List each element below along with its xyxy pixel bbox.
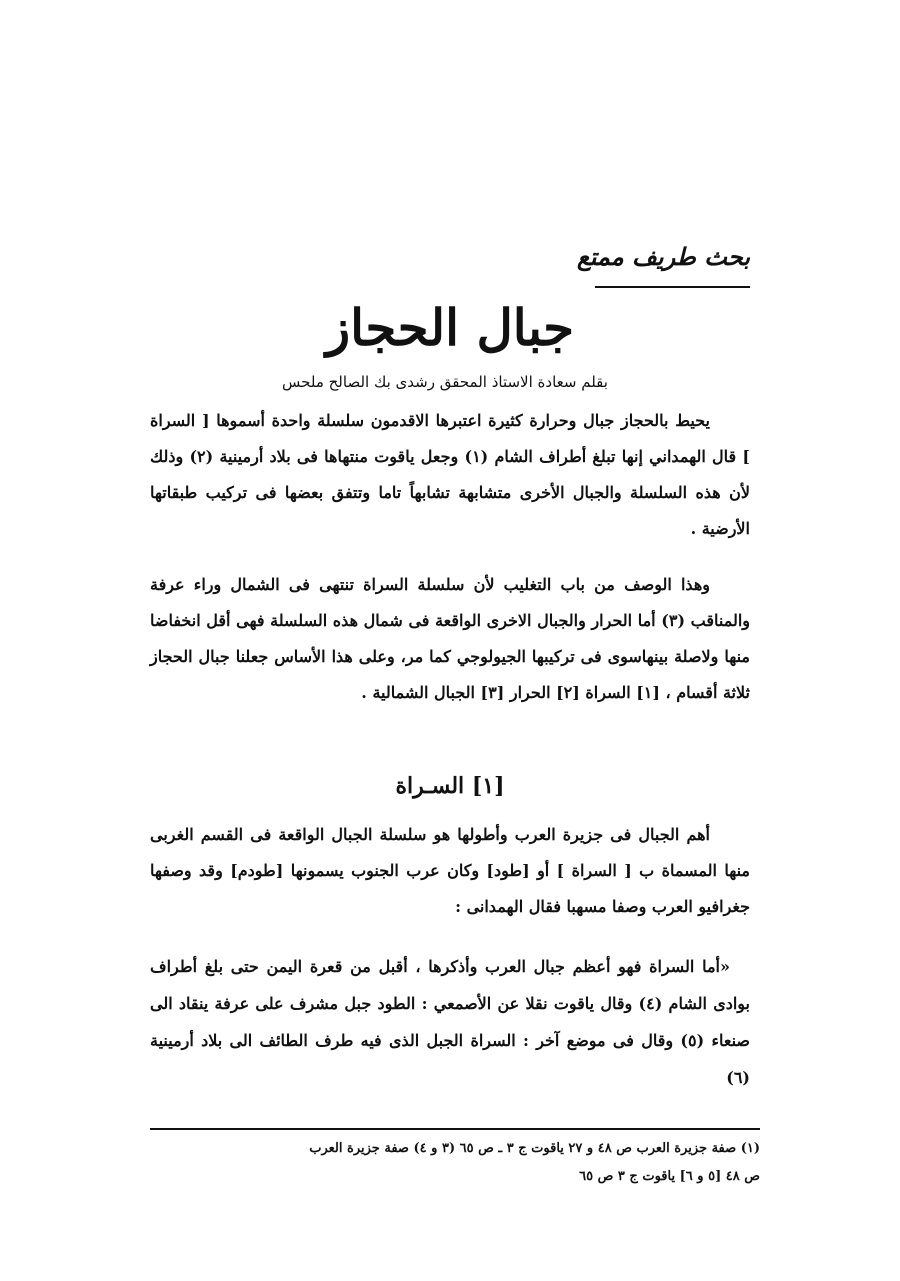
- footnote-line-2: ص ٤٨ [٥ و ٦] ياقوت ج ٣ ص ٦٥: [579, 1169, 760, 1184]
- footnote-divider: [150, 1128, 760, 1130]
- paragraph-1: يحيط بالحجاز جبال وحرارة كثيرة اعتبرها الاقدمون سلسلة واحدة أسموها [ السراة ] قال الهمداني إنها تبلغ أطراف الشام (١) وجعل ياقوت منتهاها فى بلاد أرمينية (٢) وذلك لأن هذه السلسلة والجبال الأخرى متشابهة تشابهاً تاما وتتفق بعضها فى تركيب طبقاتها الأرضية .: [150, 411, 750, 538]
- section-subheading: [١] السـراة: [395, 773, 505, 799]
- section-label: بحث طريف ممتع: [576, 242, 750, 271]
- paragraph-2: وهذا الوصف من باب التغليب لأن سلسلة السراة تنتهى فى الشمال وراء عرفة والمناقب (٣) أما الحرار والجبال الاخرى الواقعة فى شمال هذه السلسلة فهى أقل انخفاضا منها ولاصلة بينهاسوى فى تركيبها الجيولوجي كما مر، وعلى هذا الأساس جعلنا جبال الحجاز ثلاثة أقسام ، [١] السراة [٢] الحرار [٣] الجبال الشمالية .: [150, 575, 751, 702]
- footnote-line-1: (١) صفة جزيرة العرب ص ٤٨ و ٢٧ ياقوت ج ٣ ـ ص ٦٥ (٣ و ٤) صفة جزيرة العرب: [309, 1141, 760, 1156]
- author-byline: بقلم سعادة الاستاذ المحقق رشدى بك الصالح ملحس: [282, 373, 608, 391]
- paragraph-4-quote: «أما السراة فهو أعظم جبال العرب وأذكرها ، أقبل من قعرة اليمن حتى بلغ أطراف بوادى الشام (٤) وقال ياقوت نقلا عن الأصمعي : الطود جبل مشرف على عرفة ينقاد الى صنعاء (٥) وقال فى موضع آخر : السراة الجبل الذى فيه طرف الطائف الى بلاد أرمينية (٦): [150, 957, 751, 1087]
- paragraph-3: أهم الجبال فى جزيرة العرب وأطولها هو سلسلة الجبال الواقعة فى القسم الغربى منها المسماة ب [ السراة ] أو [طود] وكان عرب الجنوب يسمونها [طودم] وقد وصفها جغرافيو العرب وصفا مسهبا فقال الهمدانى :: [150, 825, 750, 916]
- section-label-underline: [595, 286, 750, 288]
- article-title: جبال الحجاز: [325, 298, 575, 357]
